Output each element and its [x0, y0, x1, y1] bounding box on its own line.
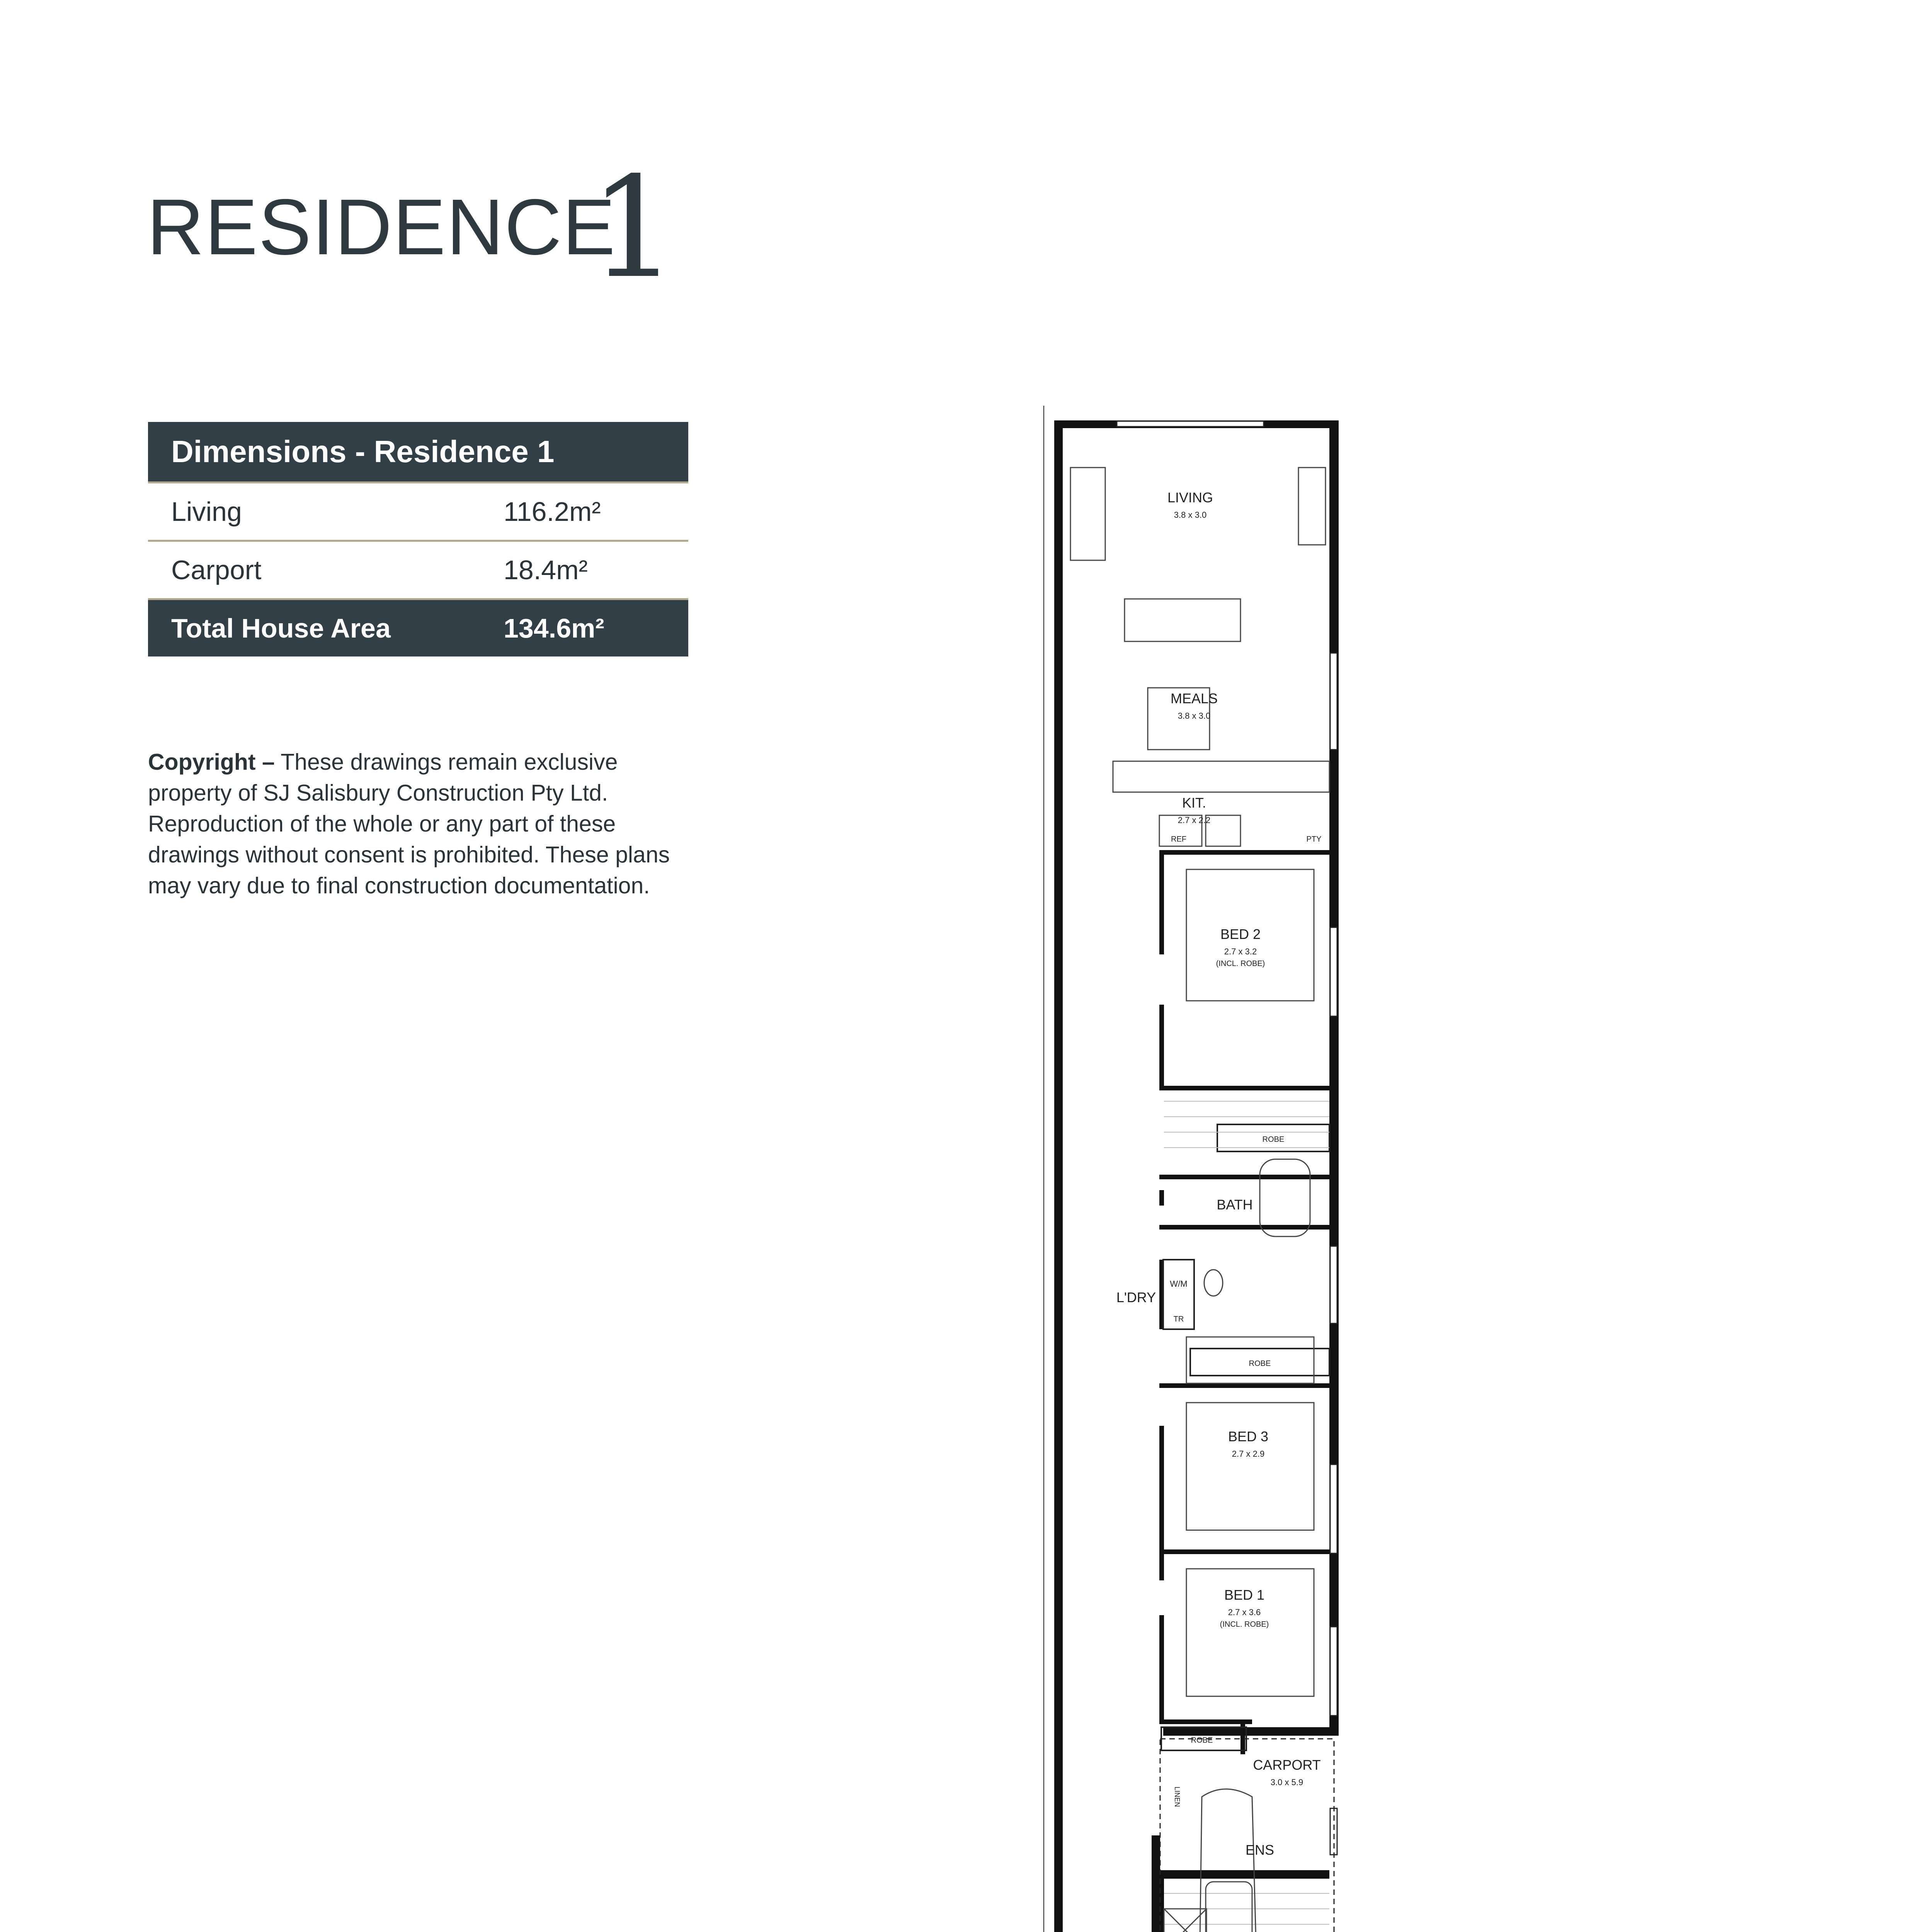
room-label-meals: MEALS: [1170, 690, 1218, 706]
room-size-kitchen: 2.7 x 2.2: [1178, 815, 1211, 825]
fixture-label-robe: ROBE: [1262, 1135, 1285, 1144]
floor-plan-drawing: [1043, 406, 1430, 1932]
room-label-bed1: BED 1: [1224, 1587, 1265, 1603]
room-note-bed2: (INCL. ROBE): [1216, 959, 1265, 968]
dimension-row-total: [148, 599, 688, 657]
copyright-text: These drawings remain exclusive property of SJ Salisbury Construction Pty Ltd. Reproduction of the whole or any part of these drawings without consent is prohibited. These plans may vary due to final construction documentation.: [148, 749, 670, 898]
floor-plan: [1043, 406, 1430, 1932]
copyright-lead: Copyright –: [148, 749, 275, 775]
room-label-ensuite: ENS: [1245, 1842, 1274, 1858]
room-label-carport: CARPORT: [1253, 1757, 1321, 1773]
total-value: 134.6m²: [488, 599, 688, 657]
room-size-living: 3.8 x 3.0: [1174, 510, 1207, 520]
room-label-laundry: L'DRY: [1116, 1289, 1156, 1305]
room-size-carport: 3.0 x 5.9: [1270, 1777, 1303, 1787]
room-size-bed2: 2.7 x 3.2: [1224, 947, 1257, 956]
room-label-kitchen: KIT.: [1182, 795, 1206, 811]
fixture-label-linen: LINEN: [1173, 1786, 1181, 1807]
fixture-label-ref: REF: [1171, 835, 1186, 844]
dimension-value: 116.2m²: [488, 483, 688, 541]
dimensions-table: [148, 422, 688, 656]
fixture-label-pantry: PTY: [1306, 835, 1322, 844]
fixture-label-robe: ROBE: [1191, 1736, 1213, 1745]
room-label-living: LIVING: [1167, 490, 1213, 505]
page-title: RESIDENCE: [147, 183, 616, 271]
room-note-bed1: (INCL. ROBE): [1220, 1620, 1269, 1629]
dimension-value: 18.4m²: [488, 541, 688, 599]
dimension-row-living: [148, 483, 688, 541]
room-label-bath: BATH: [1217, 1197, 1253, 1213]
fixture-label-wm: W/M: [1170, 1279, 1188, 1289]
dimension-row-carport: [148, 541, 688, 599]
room-size-bed1: 2.7 x 3.6: [1228, 1607, 1261, 1617]
room-size-meals: 3.8 x 3.0: [1178, 711, 1211, 721]
total-label: Total House Area: [148, 599, 488, 657]
copyright-notice: [148, 747, 704, 901]
dimensions-heading-row: [148, 422, 688, 483]
fixture-label-robe: ROBE: [1249, 1359, 1271, 1368]
residence-number: 1: [589, 147, 678, 309]
dimensions-heading: Dimensions - Residence 1: [148, 422, 688, 483]
room-label-bed2: BED 2: [1220, 926, 1261, 942]
room-label-bed3: BED 3: [1228, 1429, 1269, 1444]
dimension-label: Living: [148, 483, 488, 541]
dimension-label: Carport: [148, 541, 488, 599]
fixture-label-trough: TR: [1173, 1315, 1184, 1323]
room-size-bed3: 2.7 x 2.9: [1232, 1449, 1265, 1459]
